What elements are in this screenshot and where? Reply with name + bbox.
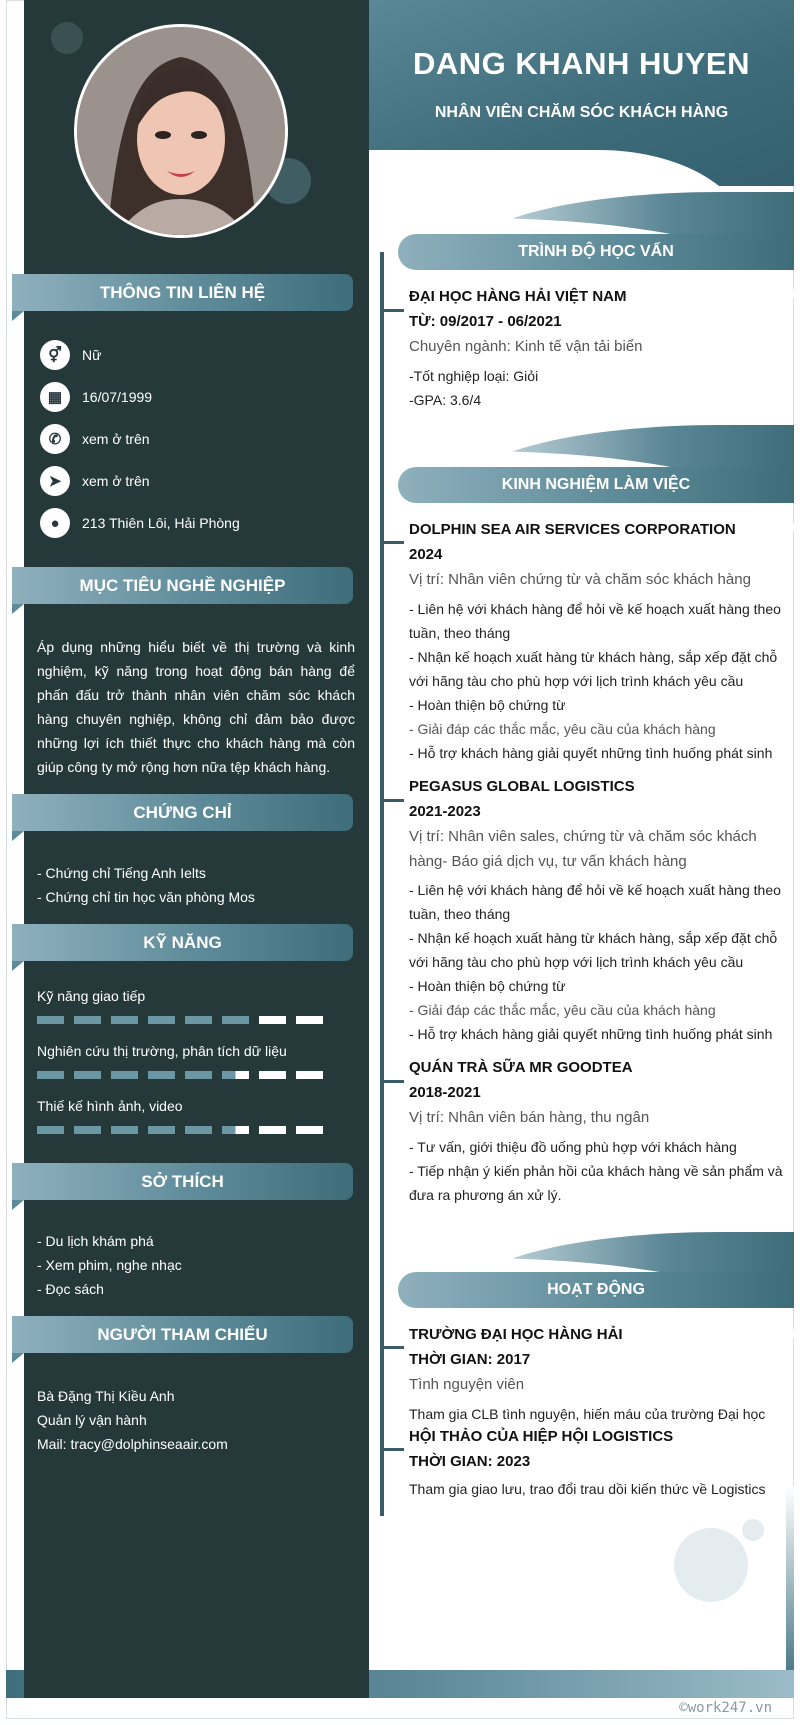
contact-heading: THÔNG TIN LIÊN HỆ <box>12 274 353 311</box>
skills-heading: KỸ NĂNG <box>12 924 353 961</box>
skill-segment <box>74 1126 101 1134</box>
reference-name: Bà Đặng Thị Kiều Anh <box>37 1388 175 1404</box>
decor-circle <box>742 1519 764 1541</box>
education-detail: -GPA: 3.6/4 <box>409 392 482 408</box>
timeline-line <box>380 252 384 1516</box>
job-task: - Tiếp nhận ý kiến phản hồi của khách hàng về sản phẩm và đưa ra phương án xử lý. <box>409 1163 783 1203</box>
timeline-tick <box>380 1448 404 1451</box>
skill-segment <box>259 1071 286 1079</box>
reference-role: Quản lý vận hành <box>37 1412 147 1428</box>
skill-bar <box>37 1016 333 1024</box>
activity-role: Tình nguyện viên <box>409 1376 525 1393</box>
watermark: ©work247.vn <box>679 1700 772 1716</box>
job-task: - Hoàn thiện bộ chứng từ <box>409 697 566 713</box>
experience-heading: KINH NGHIỆM LÀM VIỆC <box>398 467 794 503</box>
education-period: TỪ: 09/2017 - 06/2021 <box>409 313 562 330</box>
activity-time: THỜI GIAN: 2017 <box>409 1351 531 1368</box>
email-value: xem ở trên <box>82 473 150 489</box>
objective-text: Áp dụng những hiểu biết về thị trường và kinh nghiệm, kỹ năng trong hoạt động bán hàng để phấn đấu trở thành nhân viên chăm sóc khách hàng chuyên nghiệp, không chỉ đảm bảo được những lợi ích thiết thực cho khách hàng mà còn giúp công ty mở rộng hơn nữa tệp khách hàng. <box>37 639 355 775</box>
objective-heading: MỤC TIÊU NGHỀ NGHIỆP <box>12 567 353 604</box>
skill-segment <box>296 1071 323 1079</box>
job-position: Vị trí: Nhân viên chứng từ và chăm sóc khách hàng <box>409 571 751 588</box>
hobbies-heading: SỞ THÍCH <box>12 1163 353 1200</box>
corner-accent <box>786 1486 794 1670</box>
avatar-photo <box>74 24 288 238</box>
decor-circle <box>674 1528 748 1602</box>
skill-segment <box>111 1071 138 1079</box>
address-value: 213 Thiên Lôi, Hải Phòng <box>82 515 240 531</box>
company-name: QUÁN TRÀ SỮA MR GOODTEA <box>409 1059 633 1076</box>
skill-segment <box>185 1126 212 1134</box>
phone-icon: ✆ <box>40 424 70 454</box>
location-pin-icon: ● <box>40 508 70 538</box>
skill-segment <box>185 1016 212 1024</box>
timeline-tick <box>380 1080 404 1083</box>
gender-icon: ⚥ <box>40 340 70 370</box>
skill-bar <box>37 1071 333 1079</box>
job-position: Vị trí: Nhân viên bán hàng, thu ngân <box>409 1109 650 1126</box>
job-task: - Hỗ trợ khách hàng giải quyết những tình huống phát sinh <box>409 745 773 761</box>
skill-segment <box>185 1071 212 1079</box>
skill-name: Nghiên cứu thị trường, phân tích dữ liệu <box>37 1043 287 1059</box>
job-task: - Giải đáp các thắc mắc, yêu cầu của khách hàng <box>409 1002 716 1018</box>
references-heading: NGƯỜI THAM CHIẾU <box>12 1316 353 1353</box>
school-name: ĐẠI HỌC HÀNG HẢI VIỆT NAM <box>409 288 627 305</box>
job-task: - Giải đáp các thắc mắc, yêu cầu của khách hàng <box>409 721 716 737</box>
skill-segment <box>222 1016 249 1024</box>
timeline-tick <box>380 309 404 312</box>
timeline-tick <box>380 541 404 544</box>
hobby-item: - Đọc sách <box>37 1281 104 1297</box>
reference-mail: Mail: tracy@dolphinseaair.com <box>37 1436 228 1452</box>
job-task: - Liên hệ với khách hàng để hỏi về kế hoạch xuất hàng theo tuần, theo tháng <box>409 882 781 922</box>
birthday-value: 16/07/1999 <box>82 389 153 405</box>
gender-value: Nữ <box>82 347 102 363</box>
education-heading: TRÌNH ĐỘ HỌC VẤN <box>398 234 794 270</box>
candidate-job-title: NHÂN VIÊN CHĂM SÓC KHÁCH HÀNG <box>434 104 729 121</box>
hobby-item: - Xem phim, nghe nhạc <box>37 1257 182 1273</box>
skill-segment <box>222 1071 249 1079</box>
job-task: - Tư vấn, giới thiệu đồ uống phù hợp với khách hàng <box>409 1139 737 1155</box>
education-major: Chuyên ngành: Kinh tế vận tải biển <box>409 338 643 355</box>
candidate-name: DANG KHANH HUYEN <box>413 46 750 81</box>
activities-heading: HOẠT ĐỘNG <box>398 1272 794 1308</box>
sidebar-footer <box>24 1670 369 1698</box>
decor-circle <box>51 22 83 54</box>
job-task: - Liên hệ với khách hàng để hỏi về kế hoạch xuất hàng theo tuần, theo tháng <box>409 601 781 641</box>
education-detail: -Tốt nghiệp loại: Giỏi <box>409 368 539 384</box>
paper-plane-icon: ➤ <box>40 466 70 496</box>
contact-birthday <box>40 381 152 413</box>
contact-gender <box>40 339 101 371</box>
activity-org: HỘI THẢO CỦA HIỆP HỘI LOGISTICS <box>409 1428 674 1445</box>
company-name: PEGASUS GLOBAL LOGISTICS <box>409 778 635 795</box>
job-task: - Nhận kế hoạch xuất hàng từ khách hàng, sắp xếp đặt chỗ với hãng tàu cho phù hợp với lịch trình khách yêu cầu <box>409 649 778 689</box>
contact-address <box>40 507 240 539</box>
skill-segment <box>259 1016 286 1024</box>
job-task: - Nhận kế hoạch xuất hàng từ khách hàng, sắp xếp đặt chỗ với hãng tàu cho phù hợp với lịch trình khách yêu cầu <box>409 930 778 970</box>
job-task: - Hoàn thiện bộ chứng từ <box>409 978 566 994</box>
phone-value: xem ở trên <box>82 431 150 447</box>
job-task: - Hỗ trợ khách hàng giải quyết những tình huống phát sinh <box>409 1026 773 1042</box>
skill-segment <box>37 1071 64 1079</box>
certificate-item: - Chứng chỉ Tiếng Anh Ielts <box>37 865 206 881</box>
activity-time: THỜI GIAN: 2023 <box>409 1453 531 1470</box>
activity-org: TRƯỜNG ĐẠI HỌC HÀNG HẢI <box>409 1326 623 1343</box>
skill-segment <box>296 1126 323 1134</box>
skill-segment <box>148 1071 175 1079</box>
skill-segment <box>74 1016 101 1024</box>
job-year: 2021-2023 <box>409 803 481 820</box>
skill-segment <box>296 1016 323 1024</box>
activity-desc: Tham gia giao lưu, trao đổi trau dồi kiến thức về Logistics <box>409 1481 766 1497</box>
certificates-heading: CHỨNG CHỈ <box>12 794 353 831</box>
timeline-tick <box>380 1346 404 1349</box>
job-tasks <box>409 1135 789 1207</box>
skill-segment <box>37 1126 64 1134</box>
skill-segment <box>259 1126 286 1134</box>
calendar-icon: ▦ <box>40 382 70 412</box>
activity-desc: Tham gia CLB tình nguyện, hiến máu của trường Đại học <box>409 1406 766 1422</box>
job-position: Vị trí: Nhân viên sales, chứng từ và chăm sóc khách hàng- Báo giá dịch vụ, tư vấn khách hàng <box>409 828 757 870</box>
skill-segment <box>222 1126 249 1134</box>
job-tasks <box>409 597 789 765</box>
hobby-item: - Du lịch khám phá <box>37 1233 154 1249</box>
certificate-item: - Chứng chỉ tin học văn phòng Mos <box>37 889 255 905</box>
skill-name: Kỹ năng giao tiếp <box>37 988 146 1004</box>
skill-name: Thiế kế hình ảnh, video <box>37 1098 183 1114</box>
skill-segment <box>37 1016 64 1024</box>
job-tasks <box>409 878 789 1046</box>
timeline-tick <box>380 799 404 802</box>
contact-phone <box>40 423 150 455</box>
job-year: 2018-2021 <box>409 1084 481 1101</box>
skill-segment <box>148 1126 175 1134</box>
contact-email <box>40 465 150 497</box>
skill-segment <box>111 1016 138 1024</box>
avatar-illustration <box>77 27 285 235</box>
job-year: 2024 <box>409 546 443 563</box>
skill-segment <box>74 1071 101 1079</box>
skill-segment <box>148 1016 175 1024</box>
skill-bar <box>37 1126 333 1134</box>
skill-segment <box>111 1126 138 1134</box>
company-name: DOLPHIN SEA AIR SERVICES CORPORATION <box>409 521 736 538</box>
